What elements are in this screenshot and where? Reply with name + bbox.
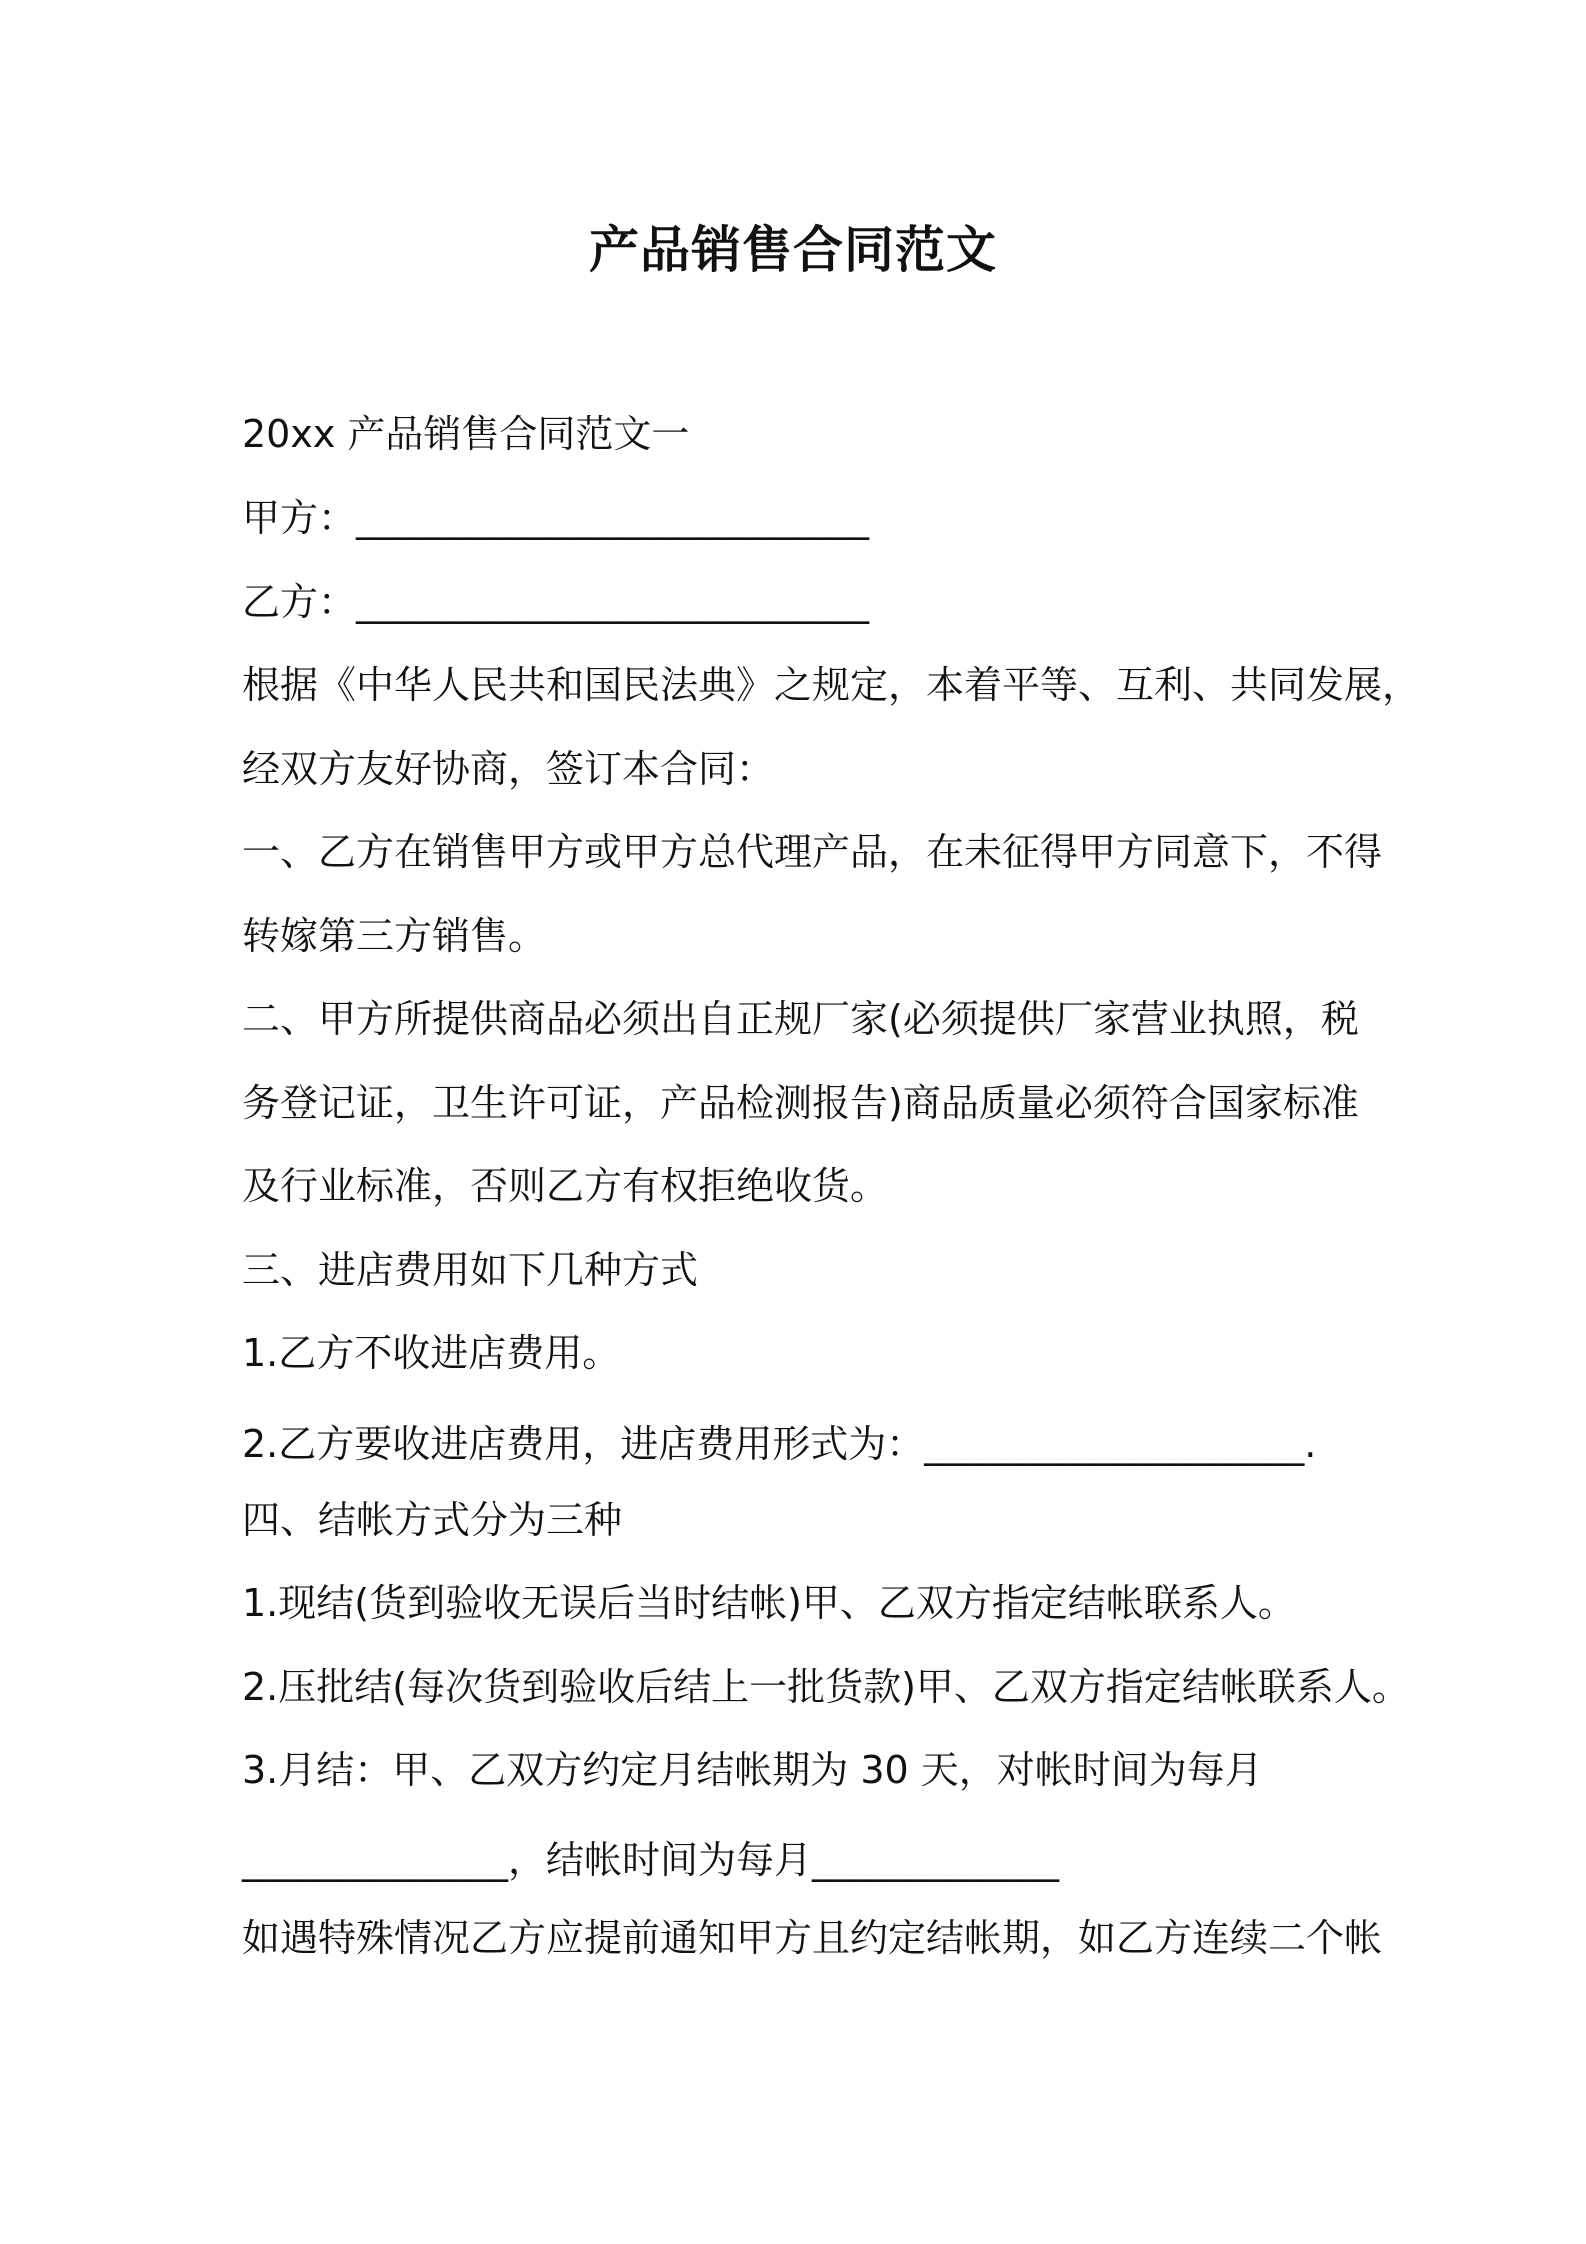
- clause-two-line: 务登记证，卫生许可证，产品检测报告)商品质量必须符合国家标准: [242, 1081, 1359, 1125]
- clause-two-line: 二、甲方所提供商品必须出自正规厂家(必须提供厂家营业执照，税: [242, 997, 1359, 1041]
- clause-four-heading: 四、结帐方式分为三种: [242, 1498, 623, 1542]
- paragraph-line: 经双方友好协商，签订本合同：: [242, 747, 775, 791]
- clause-four-item: 3.月结：甲、乙双方约定月结帐期为 30 天，对帐时间为每月: [242, 1748, 1263, 1792]
- section-heading-contract-one: 20xx 产品销售合同范文一: [242, 412, 690, 456]
- clause-two-line: 及行业标准，否则乙方有权拒绝收货。: [242, 1164, 889, 1208]
- party-a-line: 甲方：___________________________: [242, 496, 870, 540]
- clause-four-item: 1.现结(货到验收无误后当时结帐)甲、乙双方指定结帐联系人。: [242, 1581, 1296, 1625]
- party-b-line: 乙方：___________________________: [242, 580, 870, 624]
- clause-four-item: 2.压批结(每次货到验收后结上一批货款)甲、乙双方指定结帐联系人。: [242, 1665, 1410, 1709]
- paragraph-line: 根据《中华人民共和国民法典》之规定，本着平等、互利、共同发展，: [242, 663, 1421, 707]
- paragraph-line: 如遇特殊情况乙方应提前通知甲方且约定结帐期，如乙方连续二个帐: [242, 1916, 1383, 1960]
- clause-one-line: 转嫁第三方销售。: [242, 914, 547, 958]
- clause-three-item: 2.乙方要收进店费用，进店费用形式为：____________________.: [242, 1422, 1317, 1466]
- clause-one-line: 一、乙方在销售甲方或甲方总代理产品，在未征得甲方同意下，不得: [242, 830, 1383, 874]
- clause-three-heading: 三、进店费用如下几种方式: [242, 1248, 699, 1292]
- document-title: 产品销售合同范文: [589, 221, 997, 279]
- clause-four-item: ______________，结帐时间为每月_____________: [242, 1838, 1060, 1882]
- clause-three-item: 1.乙方不收进店费用。: [242, 1331, 621, 1375]
